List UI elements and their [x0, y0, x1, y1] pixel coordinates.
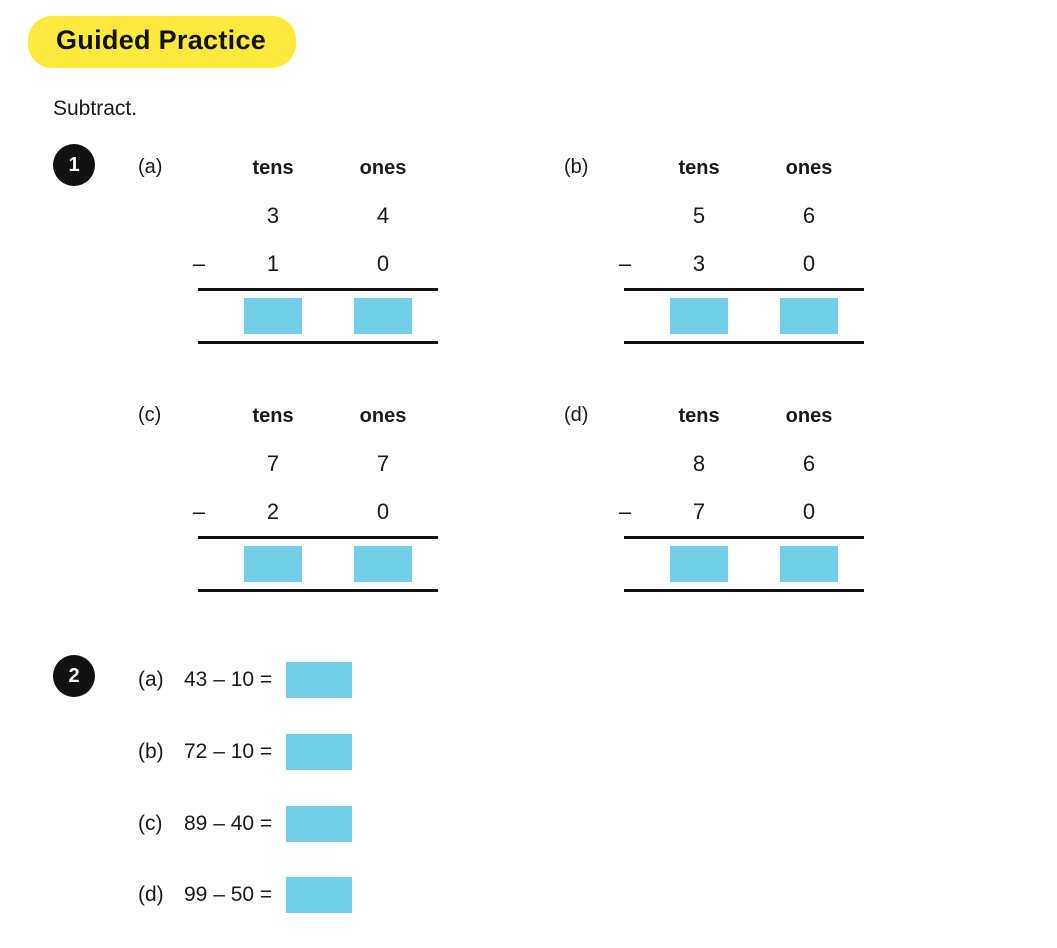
answer-ones-cell [328, 546, 438, 582]
minuend-ones: 4 [376, 203, 390, 228]
minuend-row-1b [606, 192, 864, 240]
minuend-tens: 8 [692, 451, 706, 476]
minus-sign: – [192, 251, 206, 276]
header-ones: ones [785, 404, 833, 427]
subtrahend-tens: 2 [266, 499, 280, 524]
answer-ones-cell [328, 298, 438, 334]
part-label-2c: (c) [138, 812, 163, 835]
answer-box-tens[interactable] [244, 298, 302, 334]
equation-text-2c: 89 – 40 = [184, 812, 273, 835]
equation-text-2b: 72 – 10 = [184, 740, 273, 763]
answer-box-2b[interactable] [286, 734, 352, 770]
subtrahend-row-1d [606, 488, 864, 536]
guided-practice-banner [28, 16, 296, 68]
part-label-2d: (d) [138, 883, 164, 906]
subtrahend-ones: 0 [376, 499, 390, 524]
equation-2d [138, 877, 352, 913]
horizontal-rule-bottom [624, 341, 864, 344]
equation-2a [138, 662, 352, 698]
equation-text-2a: 43 – 10 = [184, 668, 273, 691]
horizontal-rule-bottom [624, 589, 864, 592]
minuend-ones: 6 [802, 451, 816, 476]
answer-box-ones[interactable] [354, 546, 412, 582]
answer-row-1d [606, 539, 864, 589]
answer-box-tens[interactable] [244, 546, 302, 582]
answer-box-tens[interactable] [670, 546, 728, 582]
subtrahend-tens: 3 [692, 251, 706, 276]
answer-ones-cell [754, 546, 864, 582]
question-number-1: 1 [53, 144, 95, 186]
column-headers-1a [180, 144, 438, 192]
part-label-1c: (c) [138, 404, 162, 426]
part-label-2a: (a) [138, 668, 164, 691]
answer-tens-cell [644, 298, 754, 334]
part-label-1a: (a) [138, 156, 163, 178]
header-tens: tens [252, 156, 294, 179]
question-number-2: 2 [53, 655, 95, 697]
header-ones: ones [359, 404, 407, 427]
answer-tens-cell [218, 546, 328, 582]
column-headers-1b [606, 144, 864, 192]
header-ones: ones [785, 156, 833, 179]
answer-box-ones[interactable] [780, 546, 838, 582]
column-headers-1c [180, 392, 438, 440]
answer-box-2c[interactable] [286, 806, 352, 842]
subtrahend-tens: 1 [266, 251, 280, 276]
equation-2c [138, 806, 352, 842]
subtrahend-row-1b [606, 240, 864, 288]
equation-2b [138, 734, 352, 770]
answer-box-ones[interactable] [780, 298, 838, 334]
answer-row-1b [606, 291, 864, 341]
minuend-ones: 7 [376, 451, 390, 476]
part-label-2b: (b) [138, 740, 164, 763]
header-tens: tens [252, 404, 294, 427]
minus-sign: – [192, 499, 206, 524]
header-tens: tens [678, 404, 720, 427]
subtrahend-row-1c [180, 488, 438, 536]
minuend-row-1a [180, 192, 438, 240]
minuend-row-1d [606, 440, 864, 488]
answer-row-1c [180, 539, 438, 589]
minuend-ones: 6 [802, 203, 816, 228]
minus-sign: – [618, 251, 632, 276]
instruction-text: Subtract. [53, 97, 138, 120]
answer-tens-cell [218, 298, 328, 334]
answer-box-tens[interactable] [670, 298, 728, 334]
header-tens: tens [678, 156, 720, 179]
minuend-row-1c [180, 440, 438, 488]
answer-tens-cell [644, 546, 754, 582]
subtrahend-tens: 7 [692, 499, 706, 524]
minuend-tens: 7 [266, 451, 280, 476]
answer-ones-cell [754, 298, 864, 334]
subtrahend-ones: 0 [802, 499, 816, 524]
answer-row-1a [180, 291, 438, 341]
answer-box-2a[interactable] [286, 662, 352, 698]
part-label-1d: (d) [564, 404, 589, 426]
subtrahend-ones: 0 [802, 251, 816, 276]
part-label-1b: (b) [564, 156, 589, 178]
page-title: Guided Practice [56, 25, 267, 55]
subtrahend-ones: 0 [376, 251, 390, 276]
subtrahend-row-1a [180, 240, 438, 288]
horizontal-rule-bottom [198, 341, 438, 344]
answer-box-2d[interactable] [286, 877, 352, 913]
horizontal-rule-bottom [198, 589, 438, 592]
column-headers-1d [606, 392, 864, 440]
minuend-tens: 5 [692, 203, 706, 228]
header-ones: ones [359, 156, 407, 179]
answer-box-ones[interactable] [354, 298, 412, 334]
equation-text-2d: 99 – 50 = [184, 883, 273, 906]
minus-sign: – [618, 499, 632, 524]
minuend-tens: 3 [266, 203, 280, 228]
